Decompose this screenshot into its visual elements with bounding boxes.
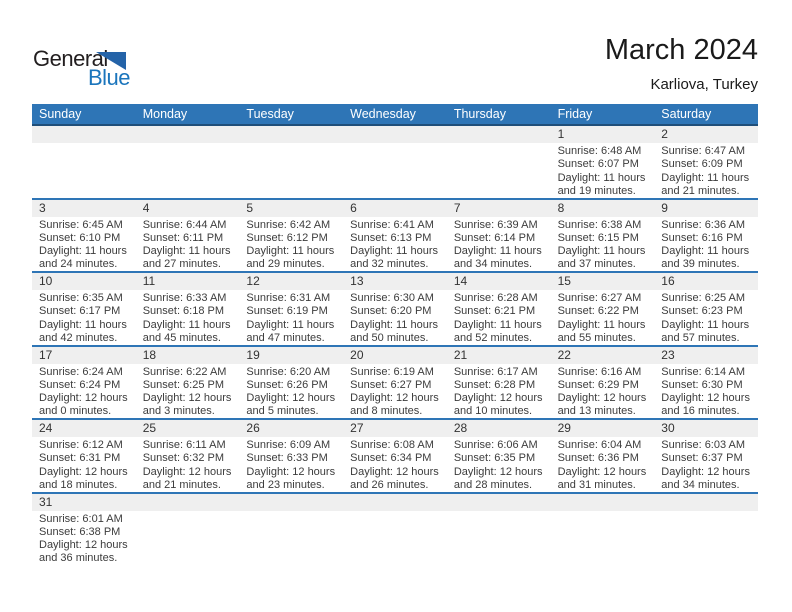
day-info-line: Sunset: 6:20 PM bbox=[350, 305, 432, 318]
day-info-line: Sunrise: 6:35 AM bbox=[39, 292, 123, 304]
day-number-29: 29 bbox=[551, 420, 655, 437]
day-details bbox=[32, 364, 136, 419]
day-info-line: Daylight: 11 hours bbox=[350, 318, 438, 331]
day-info-line: Sunrise: 6:12 AM bbox=[39, 439, 123, 451]
day-info-line: Sunset: 6:22 PM bbox=[557, 305, 639, 318]
day-info-line: Sunset: 6:12 PM bbox=[246, 231, 328, 244]
day-cell-16 bbox=[654, 273, 758, 345]
day-number-21: 21 bbox=[447, 347, 551, 364]
day-info-line: Sunset: 6:30 PM bbox=[661, 378, 743, 391]
week-row-6 bbox=[32, 494, 758, 568]
week-row-1 bbox=[32, 126, 758, 200]
day-info-line: Sunset: 6:19 PM bbox=[246, 305, 328, 318]
day-info-line: Daylight: 11 hours bbox=[557, 171, 646, 184]
day-info-line: and 18 minutes. bbox=[39, 478, 118, 491]
day-info-line: Daylight: 11 hours bbox=[39, 318, 127, 331]
day-info-line: Sunset: 6:10 PM bbox=[39, 231, 121, 244]
day-cell-21 bbox=[447, 347, 551, 419]
day-number-4: 4 bbox=[136, 200, 240, 217]
day-info-line: Daylight: 11 hours bbox=[453, 245, 542, 258]
day-info-line: and 39 minutes. bbox=[661, 258, 740, 271]
day-info-line: and 19 minutes. bbox=[557, 184, 636, 197]
day-info-line: Daylight: 12 hours bbox=[246, 465, 336, 478]
day-info-line: Sunrise: 6:14 AM bbox=[661, 365, 746, 378]
day-cell-3 bbox=[32, 200, 136, 272]
day-info-line: Sunset: 6:26 PM bbox=[246, 378, 328, 391]
day-number-18: 18 bbox=[136, 347, 240, 364]
day-number-6: 6 bbox=[343, 200, 447, 217]
day-info-line: and 31 minutes. bbox=[557, 478, 636, 491]
empty-day-cell bbox=[239, 494, 343, 568]
day-info-line: and 34 minutes. bbox=[661, 478, 740, 491]
day-number-28: 28 bbox=[447, 420, 551, 437]
week-row-4 bbox=[32, 347, 758, 421]
day-cell-27 bbox=[343, 420, 447, 492]
day-cell-6 bbox=[343, 200, 447, 272]
day-cell-13 bbox=[343, 273, 447, 345]
day-info-line: and 21 minutes. bbox=[661, 184, 740, 197]
weekday-header-wednesday: Wednesday bbox=[350, 107, 416, 121]
day-info-line: and 5 minutes. bbox=[246, 405, 319, 418]
day-info-line: Sunrise: 6:09 AM bbox=[246, 439, 331, 451]
weekday-header-tuesday: Tuesday bbox=[246, 107, 294, 121]
day-info-line: Sunset: 6:29 PM bbox=[557, 378, 639, 391]
day-info-line: Daylight: 12 hours bbox=[39, 465, 128, 478]
day-number-8: 8 bbox=[551, 200, 655, 217]
day-info-line: Daylight: 12 hours bbox=[557, 392, 647, 405]
day-info-line: Sunset: 6:16 PM bbox=[661, 231, 743, 244]
day-info-line: Daylight: 11 hours bbox=[661, 245, 750, 258]
day-info-line: Sunset: 6:11 PM bbox=[142, 231, 224, 244]
day-cell-28 bbox=[447, 420, 551, 492]
day-info-line: and 47 minutes. bbox=[246, 331, 325, 344]
day-details bbox=[343, 217, 447, 272]
day-info-line: and 13 minutes. bbox=[557, 405, 636, 418]
empty-day-cell bbox=[343, 126, 447, 198]
day-info-line: Sunrise: 6:47 AM bbox=[661, 145, 746, 157]
day-info-line: Sunrise: 6:48 AM bbox=[557, 145, 642, 157]
day-cell-4 bbox=[136, 200, 240, 272]
weekday-header-sunday: Sunday bbox=[39, 107, 82, 121]
day-info-line: Daylight: 11 hours bbox=[142, 245, 231, 258]
day-number-19: 19 bbox=[239, 347, 343, 364]
day-info-line: and 21 minutes. bbox=[142, 478, 221, 491]
day-info-line: Daylight: 12 hours bbox=[142, 465, 232, 478]
day-info-line: Sunrise: 6:45 AM bbox=[39, 218, 123, 231]
day-info-line: and 45 minutes. bbox=[142, 331, 221, 344]
day-info-line: Daylight: 11 hours bbox=[661, 318, 750, 331]
day-info-line: and 28 minutes. bbox=[453, 478, 533, 491]
day-cell-5 bbox=[239, 200, 343, 272]
day-info-line: and 23 minutes. bbox=[246, 478, 325, 491]
day-info-line: and 16 minutes. bbox=[661, 405, 740, 418]
calendar-table bbox=[32, 104, 758, 567]
day-info-line: and 3 minutes. bbox=[142, 405, 215, 418]
day-info-line: Sunset: 6:13 PM bbox=[350, 231, 432, 244]
day-info-line: Sunrise: 6:19 AM bbox=[350, 365, 434, 378]
day-details bbox=[32, 437, 136, 492]
day-info-line: and 24 minutes. bbox=[39, 258, 118, 271]
day-band-empty bbox=[551, 494, 655, 511]
day-info-line: Sunrise: 6:11 AM bbox=[142, 439, 226, 451]
day-number-5: 5 bbox=[239, 200, 343, 217]
day-details bbox=[343, 290, 447, 345]
day-details bbox=[654, 217, 758, 272]
day-info-line: Daylight: 11 hours bbox=[39, 245, 127, 258]
day-cell-10 bbox=[32, 273, 136, 345]
day-info-line: Sunrise: 6:31 AM bbox=[246, 292, 331, 304]
month-title: March 2024 bbox=[604, 34, 758, 66]
day-details bbox=[32, 511, 136, 566]
day-info-line: Sunset: 6:31 PM bbox=[39, 452, 121, 465]
day-cell-9 bbox=[654, 200, 758, 272]
day-info-line: and 26 minutes. bbox=[350, 478, 429, 491]
day-cell-29 bbox=[551, 420, 655, 492]
day-cell-17 bbox=[32, 347, 136, 419]
empty-day-cell bbox=[551, 494, 655, 568]
day-info-line: and 0 minutes. bbox=[39, 405, 112, 418]
day-info-line: Sunrise: 6:22 AM bbox=[142, 365, 227, 378]
logo-text-general: General bbox=[33, 46, 108, 71]
day-band-empty bbox=[447, 494, 551, 511]
day-info-line: Sunrise: 6:04 AM bbox=[557, 439, 642, 451]
day-info-line: and 36 minutes. bbox=[39, 552, 118, 565]
week-row-5 bbox=[32, 420, 758, 494]
day-info-line: Daylight: 11 hours bbox=[246, 245, 335, 258]
day-details bbox=[136, 437, 240, 492]
day-cell-8 bbox=[551, 200, 655, 272]
logo-text-blue: Blue bbox=[88, 65, 131, 90]
day-number-30: 30 bbox=[654, 420, 758, 437]
day-cell-26 bbox=[239, 420, 343, 492]
day-number-26: 26 bbox=[239, 420, 343, 437]
day-info-line: Sunset: 6:38 PM bbox=[39, 525, 121, 538]
day-number-7: 7 bbox=[447, 200, 551, 217]
day-info-line: Sunrise: 6:39 AM bbox=[453, 218, 538, 231]
empty-day-cell bbox=[239, 126, 343, 198]
day-info-line: Daylight: 12 hours bbox=[39, 539, 128, 552]
day-number-16: 16 bbox=[654, 273, 758, 290]
day-number-1: 1 bbox=[551, 126, 655, 143]
day-info-line: Sunrise: 6:25 AM bbox=[661, 292, 746, 304]
day-cell-15 bbox=[551, 273, 655, 345]
day-details bbox=[136, 364, 240, 419]
day-info-line: Daylight: 12 hours bbox=[142, 392, 232, 405]
day-info-line: Sunset: 6:15 PM bbox=[557, 231, 639, 244]
day-info-line: and 27 minutes. bbox=[142, 258, 221, 271]
day-info-line: Sunrise: 6:41 AM bbox=[350, 218, 434, 231]
day-info-line: Sunrise: 6:20 AM bbox=[246, 365, 331, 378]
day-details bbox=[551, 290, 655, 345]
day-info-line: Daylight: 12 hours bbox=[39, 392, 128, 405]
day-details bbox=[447, 437, 551, 492]
day-number-12: 12 bbox=[239, 273, 343, 290]
day-cell-14 bbox=[447, 273, 551, 345]
day-info-line: Daylight: 12 hours bbox=[350, 392, 439, 405]
weekday-header-saturday: Saturday bbox=[661, 107, 712, 121]
day-number-2: 2 bbox=[654, 126, 758, 143]
day-info-line: Sunset: 6:35 PM bbox=[453, 452, 536, 465]
day-number-23: 23 bbox=[654, 347, 758, 364]
day-number-15: 15 bbox=[551, 273, 655, 290]
empty-day-cell bbox=[447, 494, 551, 568]
day-band-empty bbox=[447, 126, 551, 143]
day-info-line: Sunrise: 6:17 AM bbox=[453, 365, 538, 378]
day-cell-18 bbox=[136, 347, 240, 419]
day-band-empty bbox=[343, 126, 447, 143]
day-info-line: Daylight: 11 hours bbox=[246, 318, 335, 331]
day-band-empty bbox=[136, 126, 240, 143]
day-number-31: 31 bbox=[32, 494, 136, 511]
day-info-line: and 10 minutes. bbox=[453, 405, 533, 418]
weekday-header-friday: Friday bbox=[557, 107, 593, 121]
day-details bbox=[447, 290, 551, 345]
day-info-line: Sunset: 6:09 PM bbox=[661, 158, 743, 171]
day-info-line: and 57 minutes. bbox=[661, 331, 740, 344]
day-number-24: 24 bbox=[32, 420, 136, 437]
day-details bbox=[136, 290, 240, 345]
day-info-line: and 37 minutes. bbox=[557, 258, 636, 271]
day-cell-24 bbox=[32, 420, 136, 492]
week-row-2 bbox=[32, 200, 758, 274]
day-cell-1 bbox=[551, 126, 655, 198]
empty-day-cell bbox=[343, 494, 447, 568]
week-row-3 bbox=[32, 273, 758, 347]
day-info-line: Daylight: 12 hours bbox=[350, 465, 439, 478]
day-number-9: 9 bbox=[654, 200, 758, 217]
empty-day-cell bbox=[136, 126, 240, 198]
day-info-line: Sunrise: 6:30 AM bbox=[350, 292, 434, 304]
day-number-27: 27 bbox=[343, 420, 447, 437]
empty-day-cell bbox=[654, 494, 758, 568]
day-details bbox=[32, 217, 136, 272]
day-info-line: Daylight: 11 hours bbox=[661, 171, 750, 184]
day-details bbox=[551, 437, 655, 492]
day-details bbox=[239, 364, 343, 419]
day-band-empty bbox=[343, 494, 447, 511]
day-info-line: Sunrise: 6:16 AM bbox=[557, 365, 642, 378]
day-cell-19 bbox=[239, 347, 343, 419]
day-info-line: Daylight: 11 hours bbox=[350, 245, 438, 258]
day-info-line: Sunrise: 6:42 AM bbox=[246, 218, 331, 231]
day-info-line: Sunset: 6:18 PM bbox=[142, 305, 225, 318]
weekday-header-thursday: Thursday bbox=[453, 107, 506, 121]
day-info-line: Sunrise: 6:08 AM bbox=[350, 439, 434, 451]
day-details bbox=[136, 217, 240, 272]
day-info-line: Daylight: 12 hours bbox=[661, 392, 750, 405]
day-info-line: Sunrise: 6:36 AM bbox=[661, 218, 746, 231]
day-cell-25 bbox=[136, 420, 240, 492]
day-details bbox=[343, 364, 447, 419]
day-band-empty bbox=[136, 494, 240, 511]
day-number-22: 22 bbox=[551, 347, 655, 364]
day-number-14: 14 bbox=[447, 273, 551, 290]
day-cell-23 bbox=[654, 347, 758, 419]
calendar-weeks bbox=[32, 126, 758, 567]
day-details bbox=[654, 364, 758, 419]
day-info-line: Daylight: 11 hours bbox=[453, 318, 542, 331]
weekday-header-row bbox=[32, 104, 758, 126]
day-info-line: Sunset: 6:34 PM bbox=[350, 452, 432, 465]
day-cell-20 bbox=[343, 347, 447, 419]
day-info-line: Sunrise: 6:28 AM bbox=[453, 292, 538, 304]
day-info-line: Sunset: 6:24 PM bbox=[39, 378, 121, 391]
day-info-line: Sunset: 6:07 PM bbox=[557, 158, 639, 171]
day-details bbox=[239, 217, 343, 272]
day-cell-22 bbox=[551, 347, 655, 419]
day-info-line: Sunset: 6:21 PM bbox=[453, 305, 536, 318]
day-info-line: and 34 minutes. bbox=[453, 258, 533, 271]
day-info-line: Daylight: 12 hours bbox=[453, 465, 543, 478]
day-number-11: 11 bbox=[136, 273, 240, 290]
location-subtitle: Karliova, Turkey bbox=[650, 76, 758, 93]
day-details bbox=[654, 143, 758, 198]
day-details bbox=[447, 364, 551, 419]
day-info-line: Daylight: 12 hours bbox=[557, 465, 647, 478]
day-info-line: Sunset: 6:32 PM bbox=[142, 452, 225, 465]
day-info-line: Sunset: 6:28 PM bbox=[453, 378, 536, 391]
day-info-line: Sunset: 6:37 PM bbox=[661, 452, 743, 465]
day-cell-11 bbox=[136, 273, 240, 345]
day-info-line: Sunrise: 6:03 AM bbox=[661, 439, 746, 451]
day-info-line: and 50 minutes. bbox=[350, 331, 429, 344]
day-info-line: Sunrise: 6:44 AM bbox=[142, 218, 227, 231]
day-info-line: and 8 minutes. bbox=[350, 405, 423, 418]
day-details bbox=[654, 437, 758, 492]
empty-day-cell bbox=[32, 126, 136, 198]
day-band-empty bbox=[239, 126, 343, 143]
general-blue-logo bbox=[33, 44, 163, 96]
day-details bbox=[239, 437, 343, 492]
day-info-line: Sunrise: 6:33 AM bbox=[142, 292, 227, 304]
day-details bbox=[551, 143, 655, 198]
day-info-line: Daylight: 11 hours bbox=[557, 318, 646, 331]
day-cell-30 bbox=[654, 420, 758, 492]
day-info-line: Daylight: 11 hours bbox=[557, 245, 646, 258]
day-info-line: and 32 minutes. bbox=[350, 258, 429, 271]
day-info-line: and 52 minutes. bbox=[453, 331, 533, 344]
day-band-empty bbox=[239, 494, 343, 511]
day-number-10: 10 bbox=[32, 273, 136, 290]
day-details bbox=[343, 437, 447, 492]
day-info-line: Sunrise: 6:27 AM bbox=[557, 292, 642, 304]
empty-day-cell bbox=[136, 494, 240, 568]
day-info-line: and 55 minutes. bbox=[557, 331, 636, 344]
day-info-line: Sunset: 6:23 PM bbox=[661, 305, 743, 318]
day-number-13: 13 bbox=[343, 273, 447, 290]
day-cell-2 bbox=[654, 126, 758, 198]
day-cell-7 bbox=[447, 200, 551, 272]
day-band-empty bbox=[32, 126, 136, 143]
weekday-header-monday: Monday bbox=[142, 107, 188, 121]
day-info-line: Daylight: 11 hours bbox=[142, 318, 231, 331]
day-number-17: 17 bbox=[32, 347, 136, 364]
day-number-20: 20 bbox=[343, 347, 447, 364]
day-details bbox=[32, 290, 136, 345]
day-info-line: Sunrise: 6:01 AM bbox=[39, 512, 123, 525]
day-cell-12 bbox=[239, 273, 343, 345]
day-info-line: Sunrise: 6:38 AM bbox=[557, 218, 642, 231]
day-number-25: 25 bbox=[136, 420, 240, 437]
day-number-3: 3 bbox=[32, 200, 136, 217]
day-info-line: Sunrise: 6:24 AM bbox=[39, 365, 123, 378]
day-info-line: Sunset: 6:36 PM bbox=[557, 452, 639, 465]
day-band-empty bbox=[654, 494, 758, 511]
day-info-line: Daylight: 12 hours bbox=[246, 392, 336, 405]
day-details bbox=[239, 290, 343, 345]
day-info-line: Sunset: 6:14 PM bbox=[453, 231, 536, 244]
day-cell-31 bbox=[32, 494, 136, 568]
day-details bbox=[654, 290, 758, 345]
day-details bbox=[447, 217, 551, 272]
empty-day-cell bbox=[447, 126, 551, 198]
day-details bbox=[551, 217, 655, 272]
day-info-line: and 29 minutes. bbox=[246, 258, 325, 271]
day-info-line: Sunset: 6:25 PM bbox=[142, 378, 225, 391]
day-info-line: Daylight: 12 hours bbox=[661, 465, 750, 478]
day-info-line: and 42 minutes. bbox=[39, 331, 118, 344]
day-info-line: Sunrise: 6:06 AM bbox=[453, 439, 538, 451]
day-details bbox=[551, 364, 655, 419]
day-info-line: Sunset: 6:17 PM bbox=[39, 305, 121, 318]
day-info-line: Daylight: 12 hours bbox=[453, 392, 543, 405]
day-info-line: Sunset: 6:27 PM bbox=[350, 378, 432, 391]
day-info-line: Sunset: 6:33 PM bbox=[246, 452, 328, 465]
